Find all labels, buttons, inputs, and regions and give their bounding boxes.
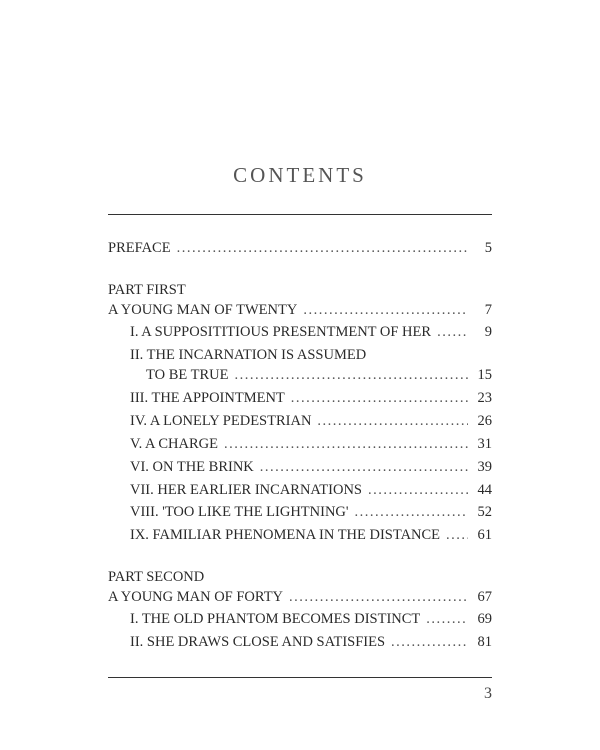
- leader-dots: [368, 480, 468, 500]
- toc-entry-chapter: [130, 388, 492, 408]
- toc-entry-label: VI. ON THE BRINK: [130, 459, 254, 475]
- toc-page-number: 39: [477, 459, 492, 475]
- toc-entry-part: [108, 300, 492, 320]
- toc-page-number: 69: [477, 611, 492, 627]
- toc-entry-chapter: [130, 457, 492, 477]
- toc-page-number: 7: [484, 302, 492, 318]
- leader-dots: [317, 411, 468, 431]
- toc-page-number: 9: [484, 324, 492, 340]
- toc-page-number: 31: [477, 436, 492, 452]
- leader-dots: [291, 388, 468, 408]
- toc-page-number: 44: [477, 482, 492, 498]
- page-title: CONTENTS: [233, 163, 367, 187]
- toc-entry-label: V. A CHARGE: [130, 436, 218, 452]
- toc-page-number: 61: [477, 527, 492, 543]
- leader-dots: [426, 609, 468, 629]
- part-heading: PART SECOND: [108, 569, 205, 585]
- toc-entry-part: [108, 587, 492, 607]
- page-number: 3: [484, 685, 492, 702]
- part-heading: PART FIRST: [108, 282, 186, 298]
- toc-page-number: 26: [477, 413, 492, 429]
- toc-entry-label: I. THE OLD PHANTOM BECOMES DISTINCT: [130, 611, 421, 627]
- bottom-rule: [108, 677, 492, 678]
- toc-entry-label: IX. FAMILIAR PHENOMENA IN THE DISTANCE: [130, 527, 441, 543]
- toc-entry-preface: [108, 238, 492, 258]
- top-rule: [108, 214, 492, 215]
- toc-page-number: 81: [477, 634, 492, 650]
- toc-entry-label: II. SHE DRAWS CLOSE AND SATISFIES: [130, 634, 386, 650]
- toc-entry-chapter: [130, 525, 492, 545]
- toc-page-number: 52: [477, 504, 492, 520]
- toc-entry-chapter: [146, 365, 492, 385]
- toc-entry-chapter: [130, 502, 492, 522]
- toc-entry-label-continued: TO BE TRUE: [146, 367, 229, 383]
- leader-dots: [177, 238, 468, 258]
- toc-page-number: 23: [477, 390, 492, 406]
- toc-entry-label: VIII. 'TOO LIKE THE LIGHTNING': [130, 504, 349, 520]
- toc-entry-chapter: [130, 411, 492, 431]
- toc-entry-label: VII. HER EARLIER INCARNATIONS: [130, 482, 362, 498]
- toc-entry-label: I. A SUPPOSITITIOUS PRESENTMENT OF HER: [130, 324, 432, 340]
- leader-dots: [289, 587, 468, 607]
- toc-entry-chapter: [130, 480, 492, 500]
- toc-entry-chapter: [130, 632, 492, 652]
- toc-entry-label: IV. A LONELY PEDESTRIAN: [130, 413, 312, 429]
- toc-entry-chapter: [130, 322, 492, 342]
- leader-dots: [446, 525, 468, 545]
- leader-dots: [391, 632, 468, 652]
- leader-dots: [234, 365, 468, 385]
- toc-page-number: 15: [477, 367, 492, 383]
- toc-entry-label: A YOUNG MAN OF TWENTY: [108, 302, 298, 318]
- toc-entry-label: A YOUNG MAN OF FORTY: [108, 589, 284, 605]
- toc-entry-label: PREFACE: [108, 240, 171, 256]
- toc-page-number: 67: [477, 589, 492, 605]
- leader-dots: [437, 322, 468, 342]
- toc-page-number: 5: [484, 240, 492, 256]
- toc-entry-label: III. THE APPOINTMENT: [130, 390, 285, 406]
- toc-entry-chapter: [130, 609, 492, 629]
- toc-entry-chapter: [130, 434, 492, 454]
- leader-dots: [303, 300, 468, 320]
- leader-dots: [260, 457, 468, 477]
- toc-entry-label: II. THE INCARNATION IS ASSUMED: [130, 347, 367, 363]
- leader-dots: [224, 434, 468, 454]
- leader-dots: [355, 502, 468, 522]
